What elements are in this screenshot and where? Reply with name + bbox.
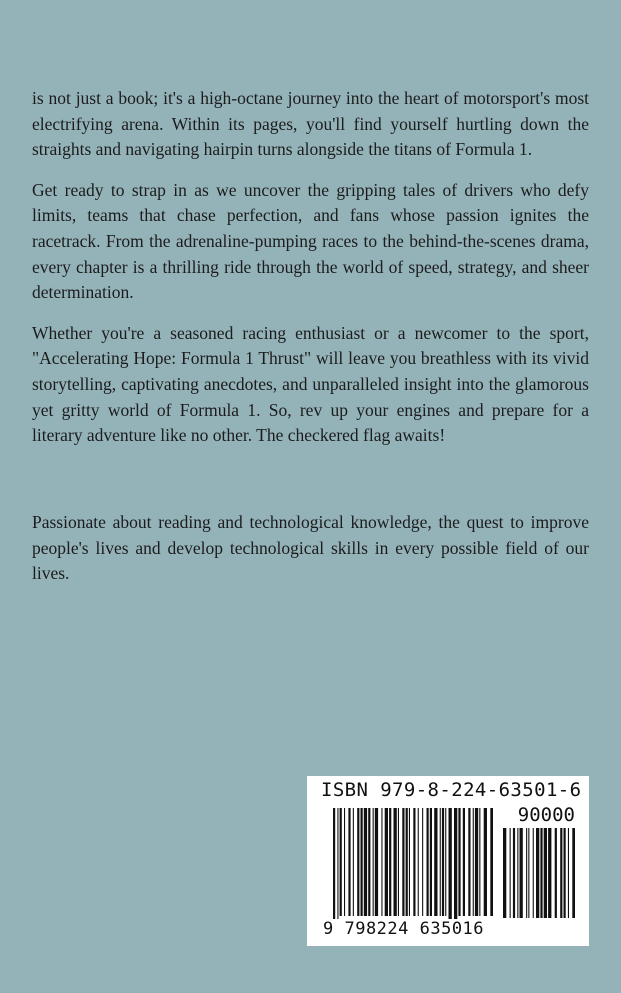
ean-digits: 9 798224 635016 [323, 919, 485, 939]
price-code: 90000 [517, 804, 575, 826]
author-bio-text: Passionate about reading and technological knowledge, the quest to improve people's lives and develop technological skills in every possible field of our lives. [32, 512, 589, 584]
isbn-barcode-box [307, 776, 589, 946]
blurb-paragraph-1: is not just a book; it's a high-octane journey into the heart of motorsport's most electrifying arena. Within its pages, you'll find yourself hurtling down the straights and navigating hairpin turns alongside the titans of Formula 1. [32, 88, 589, 160]
blurb-paragraph-2: Get ready to strap in as we uncover the gripping tales of drivers who defy limits, teams that chase perfection, and fans whose passion ignites the racetrack. From the adrenaline-pumping races to the behind-the-scenes drama, every chapter is a thrilling ride through the world of speed, strategy, and sheer determination. [32, 179, 589, 303]
author-bio [32, 510, 589, 587]
back-cover-blurb [32, 86, 589, 464]
isbn-label: ISBN 979-8-224-63501-6 [321, 779, 582, 801]
blurb-paragraph-3: Whether you're a seasoned racing enthusiast or a newcomer to the sport, "Accelerating Hope: Formula 1 Thrust" will leave you breathless with its vivid storytelling, captivating anecdotes, and unparalleled insight into the glamorous yet gritty world of Formula 1. So, rev up your engines and prepare for a literary adventure like no other. The checkered flag awaits! [32, 322, 589, 446]
